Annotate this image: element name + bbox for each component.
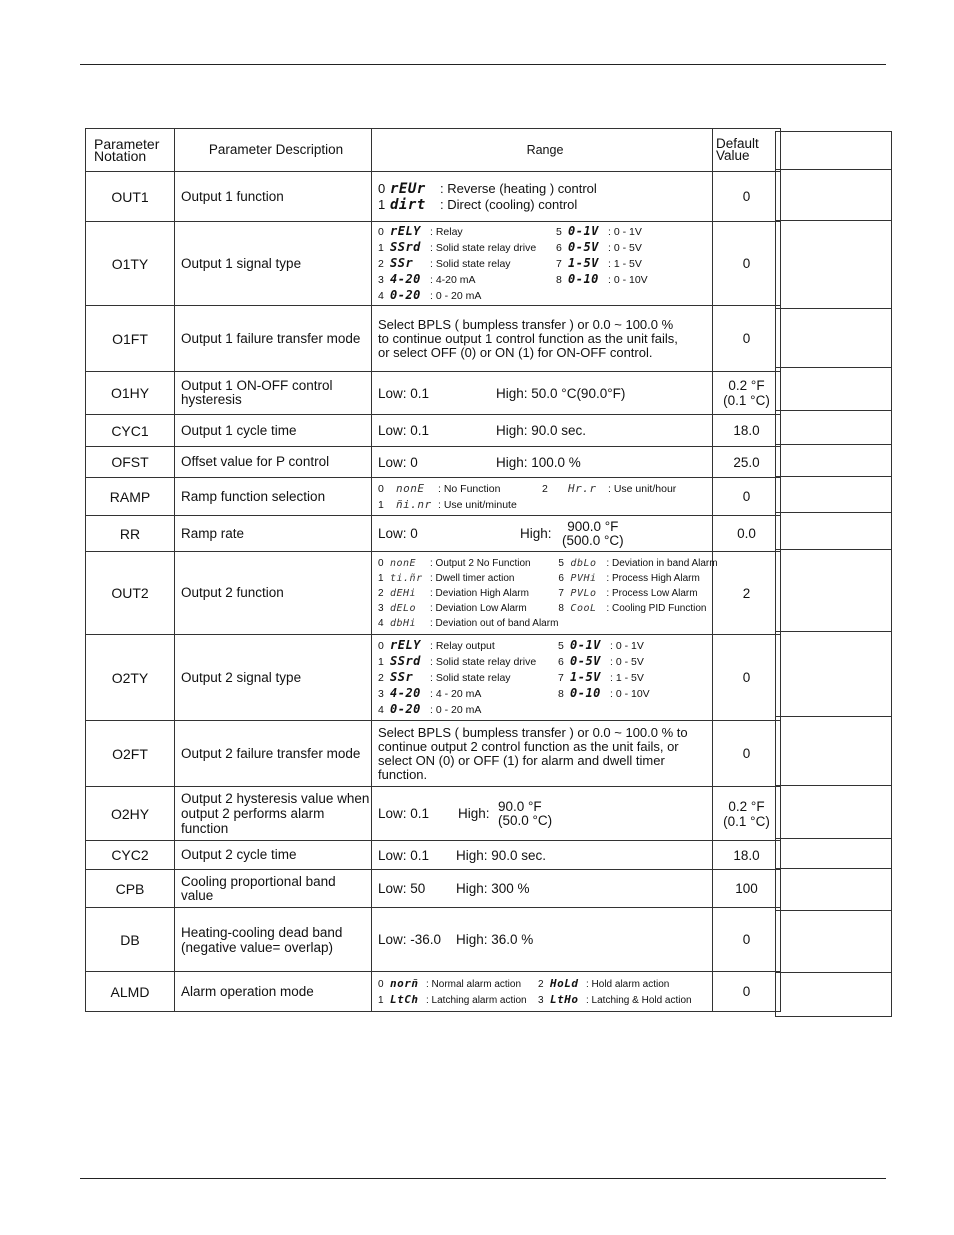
param-default: 18.0 — [713, 415, 781, 447]
header-description: Parameter Description — [175, 129, 372, 172]
table-row — [86, 447, 781, 478]
option: 0 norñ : Normal alarm action 2 HoLd : Hold alarm action — [378, 976, 670, 990]
notes-cell — [776, 411, 891, 445]
display-code: nonE — [390, 557, 417, 569]
display-code: LtCh — [390, 992, 419, 1006]
display-code: 0-20 — [390, 287, 421, 302]
option: 1 dirt : Direct (cooling) control — [378, 196, 578, 213]
param-description: Output 1 signal type — [175, 222, 372, 306]
table-header-row — [86, 129, 781, 172]
display-code: ñi.nr — [396, 497, 432, 511]
param-default: 25.0 — [713, 447, 781, 478]
display-code: dirt — [390, 196, 426, 213]
table-row — [86, 478, 781, 516]
notes-cell — [776, 632, 891, 717]
display-code: 1-5V — [570, 669, 601, 684]
param-notation: OUT1 — [86, 172, 175, 222]
param-default: 0 — [713, 222, 781, 306]
param-range: Low: 50 High: 300 % — [372, 870, 713, 908]
table-row — [86, 516, 781, 552]
param-default: 0 — [713, 908, 781, 972]
param-range: Low: 0.1 High: 90.0 sec. — [372, 415, 713, 447]
display-code: 4-20 — [390, 271, 421, 286]
display-code: PVHi — [570, 572, 597, 584]
table-row — [86, 841, 781, 870]
display-code: Hr.r — [568, 481, 597, 495]
display-code: SSr — [390, 255, 414, 270]
table-row — [86, 306, 781, 372]
notes-cell — [776, 839, 891, 869]
notes-cell — [776, 869, 891, 911]
param-range: Low: 0.1 High: 50.0 °C(90.0°F) — [372, 372, 713, 415]
param-default: 2 — [713, 552, 781, 635]
display-code: rEUr — [390, 180, 426, 197]
notes-cell — [776, 911, 891, 973]
table-row — [86, 552, 781, 635]
notes-cell — [776, 786, 891, 839]
param-description: Output 2 function — [175, 552, 372, 635]
display-code: norñ — [390, 976, 419, 990]
param-notation: O2FT — [86, 721, 175, 787]
notes-cell — [776, 132, 891, 170]
param-notation: OUT2 — [86, 552, 175, 635]
param-range — [372, 478, 713, 516]
notes-cell — [776, 973, 891, 1017]
notes-cell — [776, 445, 891, 477]
table-row — [86, 372, 781, 415]
param-notation: OFST — [86, 447, 175, 478]
param-notation: ALMD — [86, 972, 175, 1012]
table-row — [86, 635, 781, 721]
param-description: Output 2 signal type — [175, 635, 372, 721]
param-default: 0 — [713, 721, 781, 787]
display-code: dbLo — [570, 557, 597, 569]
param-range: 0 rELY : Relay 1 SSrd : Solid state relay drive 2 SSr : Solid state relay 3 4-20 : 4-20 mA 4 0-20 : 0 - 20 mA 5 0-1V : 0 - 1V 6 0-5V : 0 - 5V 7 1-5V : 1 - 5V 8 0-10 : 0 - 10V — [372, 222, 713, 306]
param-default: 0 — [713, 478, 781, 516]
display-code: SSr — [390, 669, 414, 684]
bottom-rule — [80, 1178, 886, 1179]
display-code: PVLo — [570, 587, 597, 599]
notes-cell — [776, 513, 891, 550]
param-notation: CYC2 — [86, 841, 175, 870]
display-code: 0-5V — [568, 239, 599, 254]
param-notation: RAMP — [86, 478, 175, 516]
notes-cell — [776, 309, 891, 368]
param-range: Select BPLS ( bumpless transfer ) or 0.0 ~ 100.0 % to continue output 1 control function as the unit fails, or select OFF (0) or ON (1) for ON-OFF control. — [372, 306, 713, 372]
table-row — [86, 787, 781, 841]
display-code: rELY — [390, 637, 421, 652]
param-notation: O2HY — [86, 787, 175, 841]
display-code: HoLd — [550, 976, 579, 990]
param-description: Offset value for P control — [175, 447, 372, 478]
display-code: 0-20 — [390, 701, 421, 716]
param-description: Output 1 cycle time — [175, 415, 372, 447]
display-code: 0-1V — [568, 223, 599, 238]
display-code: 0-5V — [570, 653, 601, 668]
param-notation: RR — [86, 516, 175, 552]
param-default: 0.0 — [713, 516, 781, 552]
param-notation: O1HY — [86, 372, 175, 415]
display-code: 1-5V — [568, 255, 599, 270]
display-code: 0-10 — [570, 685, 601, 700]
display-code: CooL — [570, 602, 597, 614]
param-description: Alarm operation mode — [175, 972, 372, 1012]
display-code: dEHi — [390, 587, 417, 599]
param-description: Output 1 function — [175, 172, 372, 222]
param-description: Ramp function selection — [175, 478, 372, 516]
param-range — [372, 172, 713, 222]
param-default: 18.0 — [713, 841, 781, 870]
table-row — [86, 415, 781, 447]
param-description: Output 2 hysteresis value when output 2 performs alarm function — [175, 787, 372, 841]
notes-cell — [776, 550, 891, 632]
display-code: LtHo — [550, 992, 579, 1006]
option: 1 ñi.nr : Use unit/minute — [378, 497, 517, 511]
notes-cell — [776, 170, 891, 221]
display-code: rELY — [390, 223, 421, 238]
param-default: 0 — [713, 972, 781, 1012]
display-code: nonE — [396, 481, 425, 495]
param-description: Ramp rate — [175, 516, 372, 552]
param-range: Low: 0 High: 100.0 % — [372, 447, 713, 478]
param-range: 0 nonE : Output 2 No Function 1 ti.ñr : Dwell timer action 2 dEHi : Deviation High Alarm 3 dELo : Deviation Low Alarm 4 dbHi : Deviation out of band Alarm 5 dbLo : Deviation in band Alarm 6 PVHi : Process High Alarm 7 PVLo : Process Low Alarm 8 CooL : Cooling PID Function — [372, 552, 713, 635]
display-code: ti.ñr — [390, 572, 423, 584]
param-default: 0 — [713, 172, 781, 222]
display-code: dbHi — [390, 617, 417, 629]
param-description: Output 1 failure transfer mode — [175, 306, 372, 372]
param-notation: CPB — [86, 870, 175, 908]
param-range: 0 rELY : Relay output 1 SSrd : Solid state relay drive 2 SSr : Solid state relay 3 4-20 : 4 - 20 mA 4 0-20 : 0 - 20 mA 5 0-1V : 0 - 1V 6 0-5V : 0 - 5V 7 1-5V : 1 - 5V 8 0-10 : 0 - 10V — [372, 635, 713, 721]
param-range: Low: -36.0 High: 36.0 % — [372, 908, 713, 972]
param-notation: CYC1 — [86, 415, 175, 447]
option: 1 LtCh : Latching alarm action 3 LtHo : Latching & Hold action — [378, 992, 692, 1006]
param-range: Low: 0 High: 900.0 °F (500.0 °C) — [372, 516, 713, 552]
notes-cell — [776, 221, 891, 309]
param-description: Output 1 ON-OFF control hysteresis — [175, 372, 372, 415]
table-row — [86, 222, 781, 306]
param-notation: O1FT — [86, 306, 175, 372]
param-range: Select BPLS ( bumpless transfer ) or 0.0 ~ 100.0 % to continue output 2 control function as the unit fails, or select ON (0) or OFF (1) for alarm and dwell timer function. — [372, 721, 713, 787]
param-default: 100 — [713, 870, 781, 908]
param-notation: O1TY — [86, 222, 175, 306]
notes-column — [775, 131, 892, 1017]
table-row — [86, 721, 781, 787]
param-notation: DB — [86, 908, 175, 972]
param-default: 0.2 °F (0.1 °C) — [713, 372, 781, 415]
param-description: Heating-cooling dead band (negative value= overlap) — [175, 908, 372, 972]
display-code: 0-1V — [570, 637, 601, 652]
param-description: Output 2 cycle time — [175, 841, 372, 870]
display-code: SSrd — [390, 653, 421, 668]
display-code: SSrd — [390, 239, 421, 254]
parameter-table — [85, 128, 781, 1012]
param-default: 0 — [713, 306, 781, 372]
display-code: 4-20 — [390, 685, 421, 700]
param-range: Low: 0.1 High: 90.0 sec. — [372, 841, 713, 870]
table-row — [86, 870, 781, 908]
display-code: 0-10 — [568, 271, 599, 286]
param-description: Output 2 failure transfer mode — [175, 721, 372, 787]
top-rule — [80, 64, 886, 65]
notes-cell — [776, 368, 891, 411]
notes-cell — [776, 477, 891, 513]
header-range: Range — [372, 129, 713, 172]
param-range — [372, 972, 713, 1012]
header-default: Default Value — [713, 129, 781, 172]
display-code: dELo — [390, 602, 417, 614]
option: 0 rEUr : Reverse (heating ) control — [378, 180, 597, 197]
table-row — [86, 972, 781, 1012]
param-default: 0.2 °F (0.1 °C) — [713, 787, 781, 841]
header-notation: Parameter Notation — [86, 129, 175, 172]
option: 0 nonE : No Function 2 Hr.r : Use unit/hour — [378, 481, 677, 495]
param-description: Cooling proportional band value — [175, 870, 372, 908]
param-default: 0 — [713, 635, 781, 721]
param-notation: O2TY — [86, 635, 175, 721]
notes-cell — [776, 717, 891, 786]
param-range: Low: 0.1 High: 90.0 °F (50.0 °C) — [372, 787, 713, 841]
table-row — [86, 172, 781, 222]
table-row — [86, 908, 781, 972]
